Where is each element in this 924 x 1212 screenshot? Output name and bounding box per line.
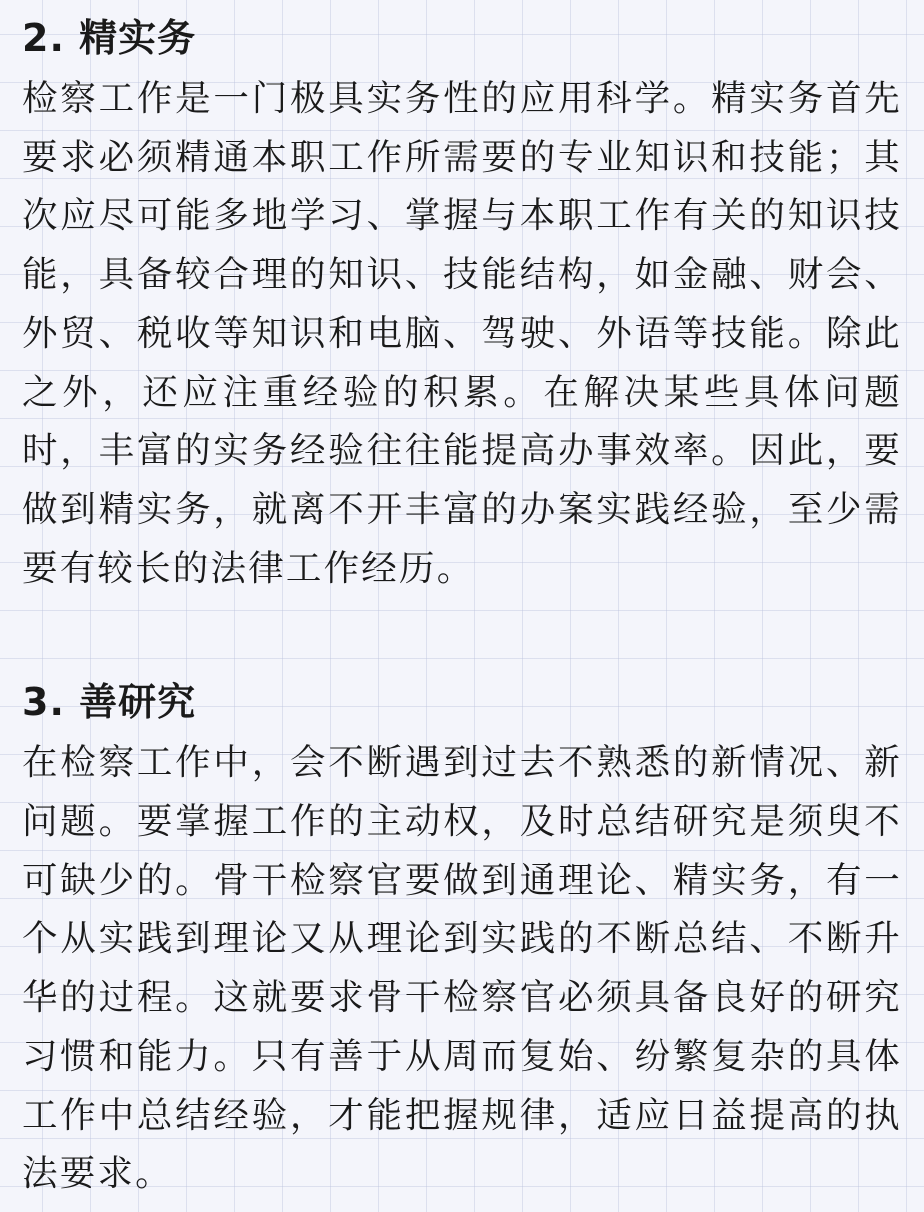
section-heading: 3. 善研究 xyxy=(22,680,197,725)
section-heading: 2. 精实务 xyxy=(22,16,197,60)
document-page xyxy=(22,0,902,1204)
section-shan-yanjiu xyxy=(22,664,902,1204)
section-divider-space xyxy=(22,598,902,664)
section-paragraph: 检察工作是一门极具实务性的应用科学。精实务首先要求必须精通本职工作所需要的专业知识和技能；其次应尽可能多地学习、掌握与本职工作有关的知识技能，具备较合理的知识、技能结构，如金融、财会、外贸、税收等知识和电脑、驾驶、外语等技能。除此之外，还应注重经验的积累。在解决某些具体问题时，丰富的实务经验往往能提高办事效率。因此，要做到精实务，就离不开丰富的办案实践经验，至少需要有较长的法律工作经历。 xyxy=(22,78,902,589)
section-jing-shiwu xyxy=(22,0,902,598)
section-paragraph: 在检察工作中，会不断遇到过去不熟悉的新情况、新问题。要掌握工作的主动权，及时总结研究是须臾不可缺少的。骨干检察官要做到通理论、精实务，有一个从实践到理论又从理论到实践的不断总结、不断升华的过程。这就要求骨干检察官必须具备良好的研究习惯和能力。只有善于从周而复始、纷繁复杂的具体工作中总结经验，才能把握规律，适应日益提高的执法要求。 xyxy=(22,742,902,1195)
